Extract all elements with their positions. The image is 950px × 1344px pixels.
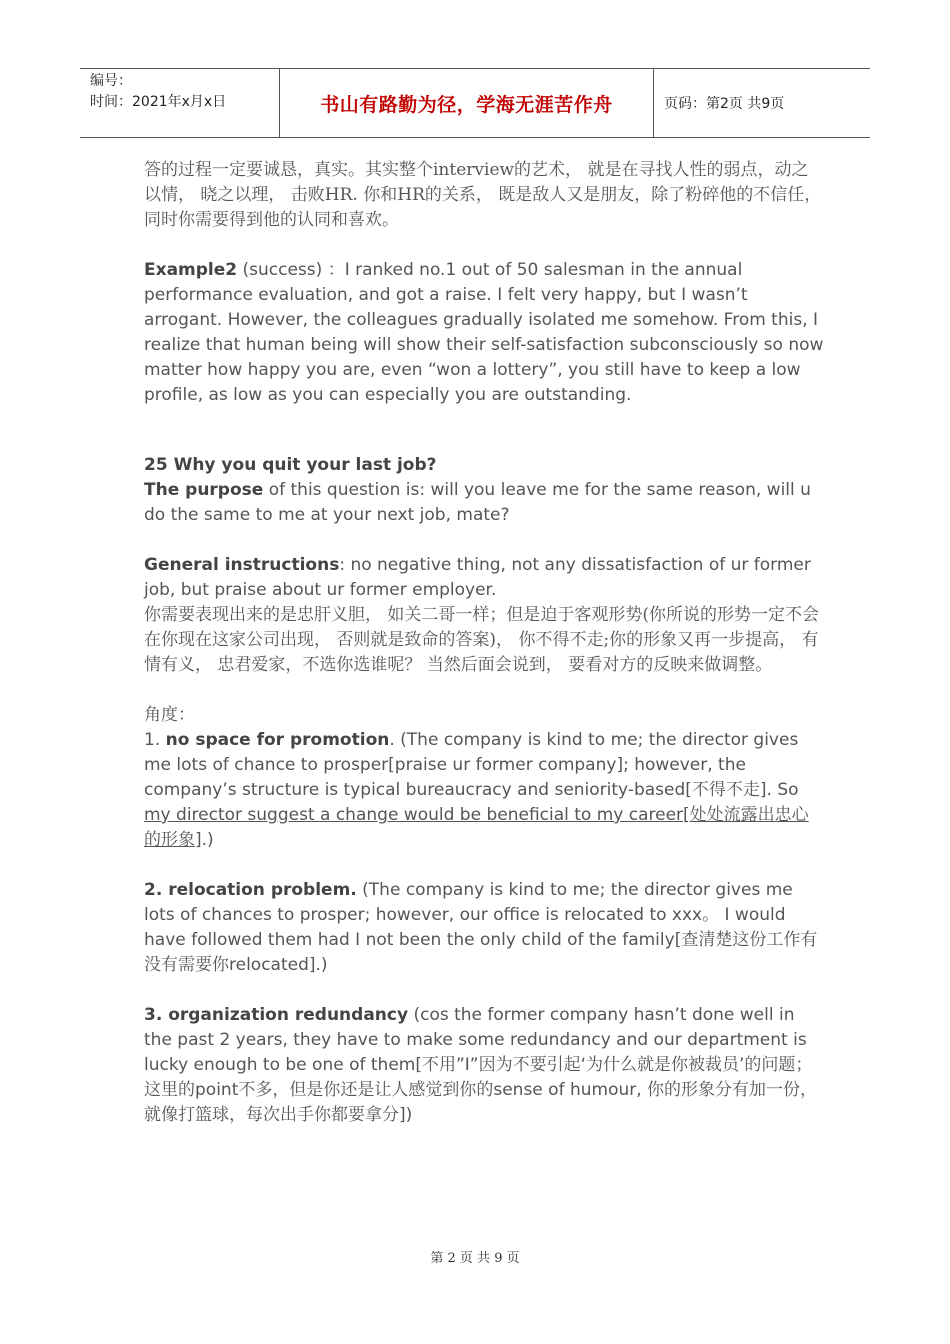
point-1-label: no space for promotion xyxy=(165,730,390,750)
example2-paragraph xyxy=(144,258,824,408)
point-3-label: 3. organization redundancy xyxy=(144,1005,409,1025)
example2-text: (success) ：I ranked no.1 out of 50 salesman in the annual performance evaluation, and got a raise. I felt very happy, but I wasn’t arrogant. However, the colleagues gradually isolated me somehow. From this, I realize that human being will show their self-satisfaction subconsciously so now matter how happy you are, even “won a lottery”, you still have to keep a low profile, as low as you can especially you are outstanding. xyxy=(144,260,824,405)
question-25-title: 25 Why you quit your last job? xyxy=(144,455,437,475)
point-2-paragraph xyxy=(144,878,824,978)
purpose-label: The purpose xyxy=(144,480,264,500)
document-body xyxy=(144,158,824,1128)
page-header xyxy=(80,68,870,138)
general-label: General instructions xyxy=(144,555,340,575)
point-1-underlined: my director suggest a change would be beneficial to my career[处处流露出忠心的形象] xyxy=(144,805,809,850)
point-3-paragraph xyxy=(144,1003,824,1128)
purpose-text: of this question is: will you leave me for the same reason, will u do the same to me at your next job, mate? xyxy=(144,480,811,525)
point-1-text: . (The company is kind to me; the director gives me lots of chance to prosper[praise ur former company]; however, the company’s structure is typical bureaucracy and seniority-based[不得不走]. So xyxy=(144,730,799,800)
point-3-text: (cos the former company hasn’t done well in the past 2 years, they have to make some redundancy and our department is lucky enough to be one of them[不用”I”因为不要引起‘为什么就是你被裁员’的问题；这里的point不多，但是你还是让人感觉到你的sense of humour, 你的形象分有加一份， 就像打篮球，每次出手你都要拿分]) xyxy=(144,1005,818,1125)
intro-paragraph: 答的过程一定要诚恳，真实。其实整个interview的艺术， 就是在寻找人性的弱点，动之以情， 晓之以理， 击败HR. 你和HR的关系， 既是敌人又是朋友，除了粉碎他的不信任，同时你需要得到他的认同和喜欢。 xyxy=(144,160,822,230)
point-2-text: (The company is kind to me; the director gives me lots of chances to prosper; however, our office is relocated to xxx。 I would have followed them had I not been the only child of the family[查清楚这份工作有没有需要你relocated].) xyxy=(144,880,818,975)
example2-label: Example2 xyxy=(144,260,238,280)
page-footer: 第 2 页 共 9 页 xyxy=(430,1251,520,1266)
header-page-info: 页码：第2页 共9页 xyxy=(664,96,785,112)
general-text: : no negative thing, not any dissatisfaction of ur former job, but praise about ur former employer. xyxy=(144,555,811,600)
time-label: 时间：2021年x月x日 xyxy=(90,94,227,110)
point-1-paragraph: 1. no space for promotion. (The company is kind to me; the director gives me lots of chance to prosper[praise ur former company]; however, the company’s structure is typical bureaucracy and seniority-based[不得不走]. So my director suggest a change would be beneficial to my career[处处流露出忠心的形象].) xyxy=(144,730,809,850)
angle-label: 角度： xyxy=(144,705,195,725)
number-label: 编号： xyxy=(90,73,132,89)
purpose-paragraph xyxy=(144,478,824,528)
point-2-label: 2. relocation problem. xyxy=(144,880,357,900)
general-cn-paragraph: 你需要表现出来的是忠肝义胆， 如关二哥一样；但是迫于客观形势(你所说的形势一定不会在你现在这家公司出现， 否则就是致命的答案)， 你不得不走;你的形象又再一步提高， 有情有义， 忠君爱家，不选你选谁呢？ 当然后面会说到， 要看对方的反映来做调整。 xyxy=(144,605,820,675)
header-meta xyxy=(80,69,280,137)
general-instructions-paragraph xyxy=(144,553,824,603)
header-motto: 书山有路勤为径，学海无涯苦作舟 xyxy=(280,69,654,137)
